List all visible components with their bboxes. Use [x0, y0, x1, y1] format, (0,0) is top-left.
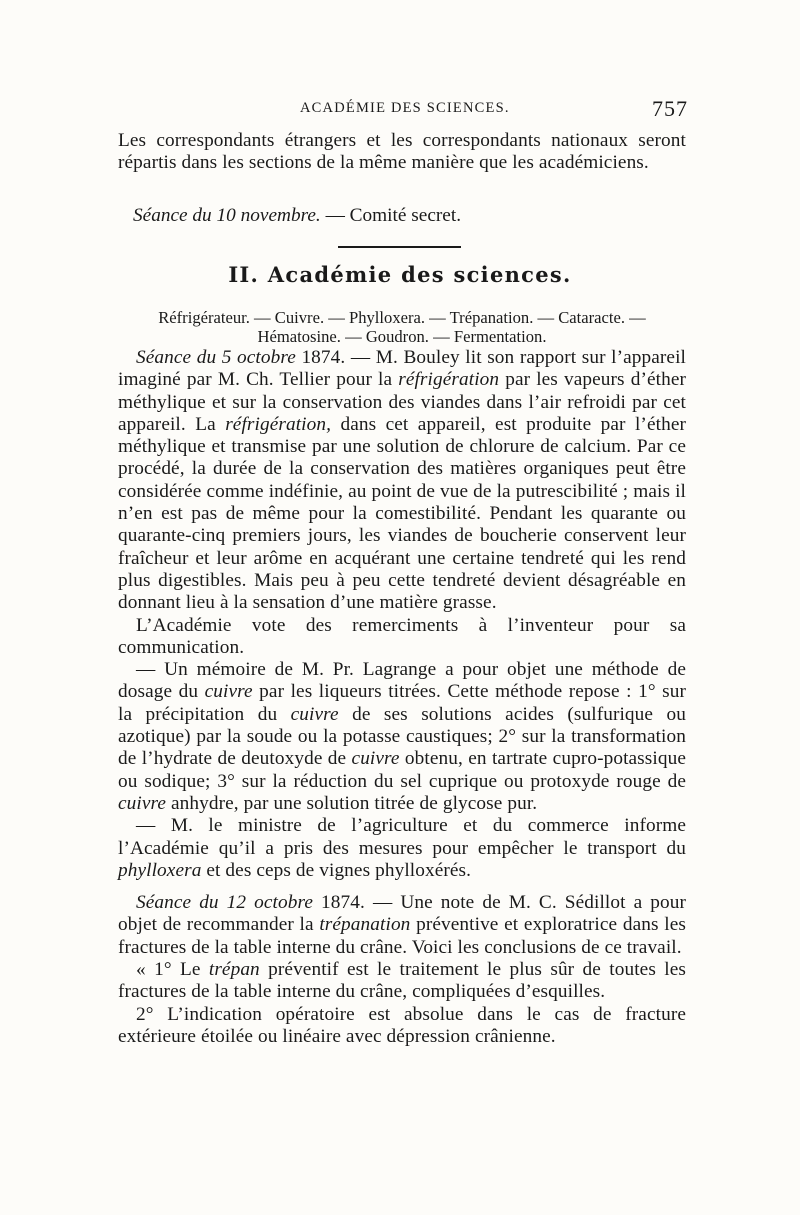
seance-text: — Comité secret.: [320, 205, 462, 226]
seance-year: 1874.: [295, 347, 346, 368]
section-heading: II. Académie des sciences.: [228, 262, 572, 287]
emphasis: réfrigération,: [225, 413, 332, 435]
emphasis: cuivre: [290, 703, 339, 725]
text-run: préventive et exploratrice dans les fractures de la table interne du crâne. Voici les conclusions de ce travail.: [118, 914, 686, 958]
emphasis: réfrigération: [398, 369, 500, 391]
text-run: — Un mémoire de M. Pr. Lagrange a pour objet une méthode de dosage du: [118, 659, 686, 703]
seance-10-novembre: [133, 205, 461, 227]
text-run: — M. le ministre de l’agriculture et du commerce informe l’Académie qu’il a pris des mesures pour empêcher le transport du: [118, 815, 686, 859]
paragraph-seance-12-octobre: [118, 892, 686, 959]
text-run: et des ceps de vignes phylloxérés.: [201, 859, 472, 881]
seance-year: 1874.: [313, 892, 365, 914]
emphasis: trépanation: [319, 914, 411, 936]
section-divider: [338, 246, 461, 248]
text-run: « 1° Le: [136, 959, 209, 981]
paragraph-remerciements: L’Académie vote des remerciments à l’inventeur pour sa communication.: [118, 614, 686, 658]
intro-block: [118, 130, 686, 175]
paragraph-conclusion-2: 2° L’indication opératoire est absolue dans le cas de fracture extérieure étoilée ou linéaire avec dépression crânienne.: [118, 1003, 686, 1047]
text-run: obtenu, en tartrate cupro-potassique ou sodique; 3° sur la réduction du sel cuprique ou protoxyde rouge de: [118, 748, 686, 792]
seance-label: Séance du 10 novembre.: [133, 205, 321, 226]
text-run: préventif est le traitement le plus sûr de toutes les fractures de la table interne du crâne, compliquées d’esquilles.: [118, 959, 686, 1003]
text-run: dans cet appareil, est produite par l’éther méthylique et transmise par une solution de chlorure de calcium. Par ce procédé, la durée de la conservation des matières organiques peut être considérée comme indéfinie, au point de vue de la putrescibilité ; mais il n’en est pas de même pour la comestibilité. Pendant les quarante ou quarante-cinq premiers jours, les viandes de boucherie conservent leur fraîcheur et leur arôme en acquérant une certaine tendreté qui les rend plus digestibles. Mais peu à peu cette tendreté devient désagréable en donnant lieu à la sensation d’une matière grasse.: [118, 413, 686, 614]
intro-paragraph: Les correspondants étrangers et les correspondants nationaux seront répartis dans les sections de la même manière que les académiciens.: [118, 130, 686, 174]
text-run: par les liqueurs titrées. Cette méthode repose : 1° sur la précipitation du: [118, 681, 686, 725]
keywords-line-1: Réfrigérateur. — Cuivre. — Phylloxera. — Trépanation. — Cataracte. —: [158, 308, 646, 327]
text-run: par les vapeurs d’éther méthylique et sur la conservation des viandes dans l’air refroidi par cet appareil. La: [118, 369, 686, 435]
seance-label: Séance du 12 octobre: [136, 892, 314, 914]
keywords-summary: [118, 308, 686, 346]
paragraph-lagrange: [118, 659, 686, 815]
text-run: de ses solutions acides (sulfurique ou azotique) par la soude ou la potasse caustiques; 2° sur la transformation de l’hydrate de deutoxyde de: [118, 703, 686, 770]
text-run: — Une note de M. C. Sédillot a pour objet de recommander la: [118, 892, 686, 936]
paragraph-conclusion-1: [118, 959, 686, 1004]
paragraph-ministre: [118, 815, 686, 882]
running-header: [118, 96, 688, 130]
page-number: 757: [652, 96, 688, 121]
main-body: [118, 347, 686, 1048]
emphasis: phylloxera: [118, 859, 202, 881]
paragraph-seance-5-octobre: [118, 347, 686, 615]
emphasis: cuivre: [204, 681, 253, 703]
text-run: — M. Bouley lit son rapport sur l’appareil imaginé par M. Ch. Tellier pour la: [118, 347, 686, 391]
seance-label: Séance du 5 octobre: [136, 347, 296, 368]
text-run: anhydre, par une solution titrée de glycose pur.: [166, 792, 538, 814]
emphasis: cuivre: [351, 748, 400, 770]
emphasis: cuivre: [118, 792, 167, 814]
keywords-line-2: Hématosine. — Goudron. — Fermentation.: [257, 327, 547, 346]
running-title: ACADÉMIE DES SCIENCES.: [300, 100, 510, 116]
emphasis: trépan: [208, 959, 260, 981]
